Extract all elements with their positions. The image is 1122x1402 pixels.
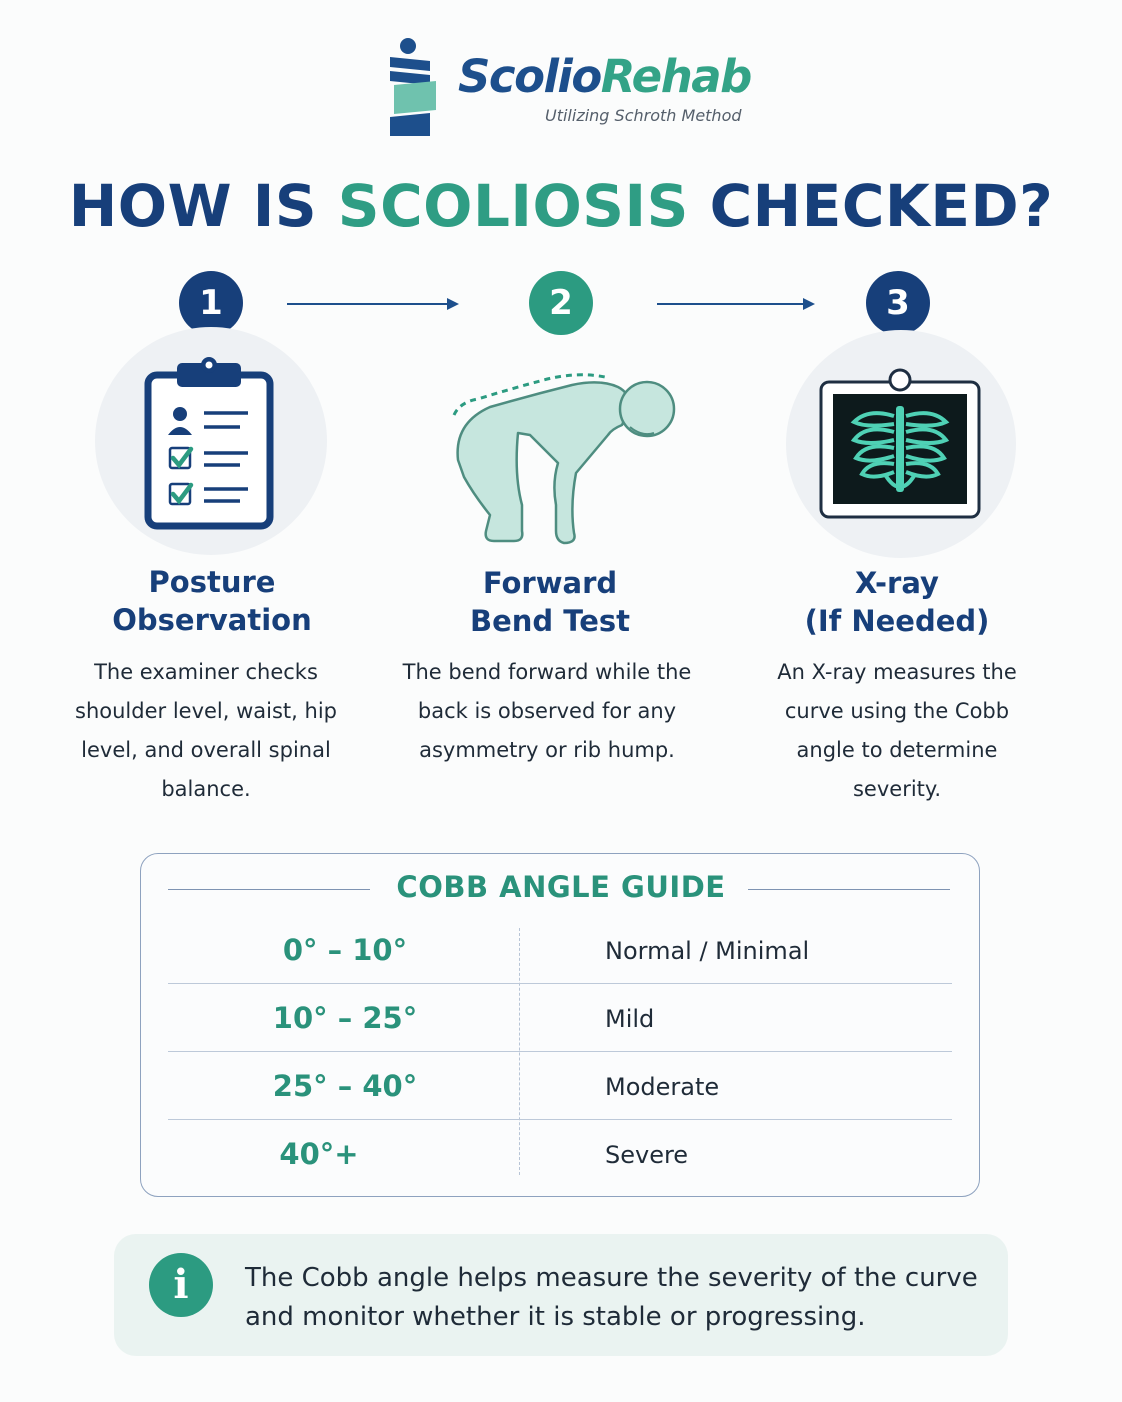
cobb-severity: Mild — [605, 1005, 655, 1033]
cobb-severity: Severe — [605, 1141, 689, 1169]
cobb-range: 10° – 25° — [272, 1001, 418, 1035]
step-3-number-badge: 3 — [866, 271, 930, 335]
row-divider — [168, 1051, 952, 1052]
row-divider — [168, 1119, 952, 1120]
step-3-description: An X-ray measures the curve using the Cobb angle to determine severity. — [777, 660, 1017, 801]
step-1-title: Posture Observation — [112, 565, 312, 637]
cobb-range: 25° – 40° — [272, 1069, 418, 1103]
step-1-description: The examiner checks shoulder level, waist, hip level, and overall spinal balance. — [75, 660, 337, 801]
cobb-severity: Normal / Minimal — [605, 937, 810, 965]
row-divider — [168, 983, 952, 984]
cobb-severity: Moderate — [605, 1073, 720, 1101]
brand-tagline: Utilizing Schroth Method — [545, 106, 742, 125]
step-3-title: X-ray (If Needed) — [804, 566, 990, 638]
clipboard-checklist-icon — [144, 355, 274, 530]
forward-bend-figure-icon — [440, 355, 685, 550]
cobb-guide-title: COBB ANGLE GUIDE — [396, 870, 726, 904]
step-2-description: The bend forward while the back is observed for any asymmetry or rib hump. — [402, 660, 692, 762]
brand-name: ScolioRehab — [458, 50, 751, 103]
cobb-range: 0° – 10° — [282, 933, 408, 967]
step-1-number-badge: 1 — [179, 271, 243, 335]
cobb-range: 40°+ — [279, 1137, 359, 1171]
info-text: The Cobb angle helps measure the severity of the curve and monitor whether it is stable or progressing. — [245, 1263, 978, 1332]
info-icon: i — [149, 1253, 213, 1317]
step-2-title: Forward Bend Test — [470, 566, 630, 638]
step-2-number-badge: 2 — [529, 271, 593, 335]
arrow-right-icon — [657, 293, 817, 315]
xray-viewer-icon — [818, 368, 982, 520]
arrow-right-icon — [287, 293, 461, 315]
brand-logo-icon — [386, 38, 438, 138]
page-title: HOW IS SCOLIOSIS CHECKED? — [68, 172, 1054, 240]
